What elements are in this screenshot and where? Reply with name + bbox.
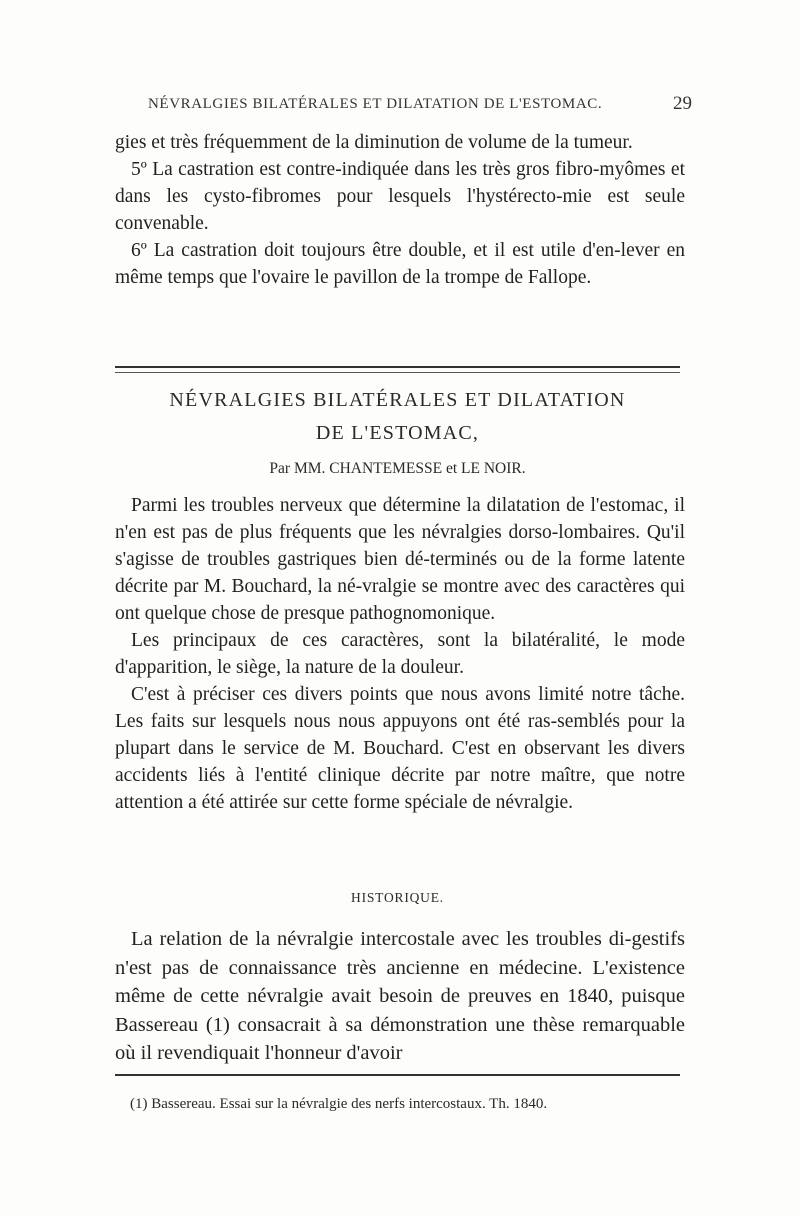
article-authors: Par MM. CHANTEMESSE et LE NOIR. bbox=[269, 460, 526, 477]
running-head: NÉVRALGIES BILATÉRALES ET DILATATION DE L'ESTOMAC. bbox=[148, 96, 603, 112]
article-title-line-2: DE L'ESTOMAC, bbox=[315, 422, 480, 444]
historique-body bbox=[115, 925, 685, 1068]
paragraph: 5º La castration est contre-indiquée dans les très gros fibro-myômes et dans les cysto-fibromes pour lesquels l'hystérecto-mie est seule convenable. bbox=[115, 159, 685, 234]
previous-article-ending bbox=[115, 129, 685, 291]
footnote-divider bbox=[115, 1074, 680, 1076]
paragraph: C'est à préciser ces divers points que nous avons limité notre tâche. Les faits sur lesquels nous nous appuyons ont été ras-semblés pour la plupart dans le service de M. Bouchard. C'est en observant les divers accidents liés à l'entité clinique décrite par notre maître, que notre attention a été attirée sur cette forme spéciale de névralgie. bbox=[115, 684, 685, 813]
section-divider bbox=[115, 366, 680, 373]
paragraph: 6º La castration doit toujours être double, et il est utile d'en-lever en même temps que l'ovaire le pavillon de la trompe de Fallope. bbox=[115, 240, 685, 288]
paragraph: La relation de la névralgie intercostale avec les troubles di-gestifs n'est pas de connaissance très ancienne en médecine. L'existence même de cette névralgie avait besoin de preuves en 1840, puisque Bassereau (1) consacrait à sa démonstration une thèse remarquable où il revendiquait l'honneur d'avoir bbox=[115, 928, 685, 1064]
paragraph: Les principaux de ces caractères, sont la bilatéralité, le mode d'apparition, le siège, la nature de la douleur. bbox=[115, 630, 685, 678]
paragraph: gies et très fréquemment de la diminution de volume de la tumeur. bbox=[115, 132, 633, 153]
article-body bbox=[115, 492, 685, 816]
paragraph: Parmi les troubles nerveux que détermine la dilatation de l'estomac, il n'en est pas de plus fréquents que les névralgies dorso-lombaires. Qu'il s'agisse de troubles gastriques bien dé-terminés ou de la forme latente décrite par M. Bouchard, la né-vralgie se montre avec des caractères qui ont quelque chose de presque pathognomonique. bbox=[115, 495, 685, 624]
section-heading-historique: HISTORIQUE. bbox=[351, 890, 444, 905]
page-number: 29 bbox=[673, 93, 692, 114]
article-title-line-1: NÉVRALGIES BILATÉRALES ET DILATATION bbox=[169, 389, 626, 411]
footnote: (1) Bassereau. Essai sur la névralgie des nerfs intercostaux. Th. 1840. bbox=[130, 1096, 548, 1112]
